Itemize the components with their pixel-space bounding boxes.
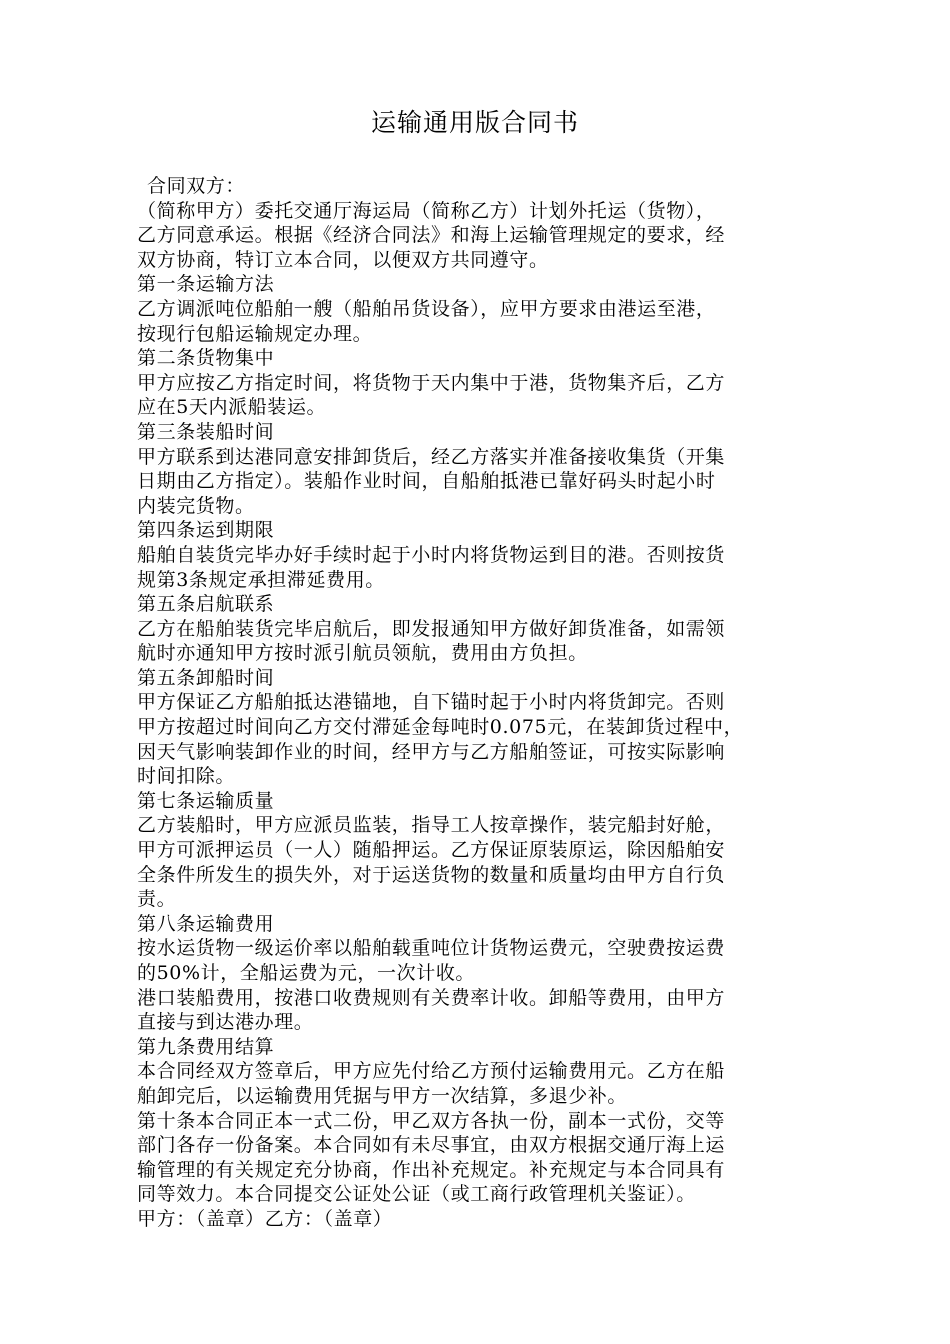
text-line: 时间扣除。 (137, 765, 236, 788)
text-line: 甲方保证乙方船舶抵达港锚地，自下锚时起于小时内将货卸完。否则 (137, 691, 726, 714)
text-line: 应在5天内派船装运。 (137, 396, 327, 419)
text-line: 的50%计，全船运费为元，一次计收。 (137, 962, 476, 984)
text-line: 乙方在船舶装货完毕启航后，即发报通知甲方做好卸货准备，如需领 (137, 617, 726, 640)
text-line: 第十条本合同正本一式二份，甲乙双方各执一份，副本一式份，交等 (137, 1109, 726, 1132)
text-line: 因天气影响装卸作业的时间，经甲方与乙方船舶签证，可按实际影响 (137, 740, 726, 763)
section-heading: 第五条卸船时间 (137, 666, 275, 689)
text-line: 乙方同意承运。根据《经济合同法》和海上运输管理规定的要求，经 (137, 224, 726, 247)
text-line: 合同双方： (147, 175, 246, 197)
text-line: 输管理的有关规定充分协商，作出补充规定。补充规定与本合同具有 (137, 1158, 726, 1181)
section-heading: 第八条运输费用 (137, 912, 275, 935)
text-line: 甲方可派押运员（一人）随船押运。乙方保证原装原运，除因船舶安 (137, 839, 726, 862)
text-line: （简称甲方）委托交通厅海运局（简称乙方）计划外托运（货物）， (137, 199, 716, 222)
text-line: 舶卸完后，以运输费用凭据与甲方一次结算，多退少补。 (137, 1084, 628, 1107)
text-line: 部门各存一份备案。本合同如有未尽事宜，由双方根据交通厅海上运 (137, 1134, 726, 1157)
text-line: 甲方应按乙方指定时间，将货物于天内集中于港，货物集齐后，乙方 (137, 371, 726, 394)
text-line: 按现行包船运输规定办理。 (137, 322, 373, 345)
section-heading: 第二条货物集中 (137, 347, 275, 370)
text-line: 直接与到达港办理。 (137, 1011, 314, 1034)
section-heading: 第五条启航联系 (137, 593, 275, 616)
text-line: 甲方联系到达港同意安排卸货后，经乙方落实并准备接收集货（开集 (137, 445, 726, 468)
section-heading: 第九条费用结算 (137, 1035, 275, 1058)
text-line: 全条件所发生的损失外，对于运送货物的数量和质量均由甲方自行负 (137, 863, 726, 886)
section-heading: 第一条运输方法 (137, 273, 275, 296)
text-line: 同等效力。本合同提交公证处公证（或工商行政管理机关鉴证）。 (137, 1183, 696, 1206)
text-line: 本合同经双方签章后，甲方应先付给乙方预付运输费用元。乙方在船 (137, 1060, 726, 1083)
document-body (137, 174, 827, 1232)
text-line: 内装完货物。 (137, 494, 255, 517)
text-line: 乙方调派吨位船舶一艘（船舶吊货设备），应甲方要求由港运至港， (137, 297, 716, 320)
text-line: 按水运货物一级运价率以船舶载重吨位计货物运费元，空驶费按运费 (137, 937, 726, 960)
document-title: 运输通用版合同书 (370, 108, 579, 137)
text-line: 港口装船费用，按港口收费规则有关费率计收。卸船等费用，由甲方 (137, 986, 726, 1009)
text-line: 乙方装船时，甲方应派员监装，指导工人按章操作，装完船封好舱， (137, 814, 726, 837)
signature-line: 甲方：（盖章）乙方：（盖章） (137, 1207, 393, 1230)
text-line: 日期由乙方指定）。装船作业时间，自船舶抵港已靠好码头时起小时 (137, 470, 716, 493)
text-line: 规第3条规定承担滞延费用。 (137, 568, 385, 591)
section-heading: 第七条运输质量 (137, 789, 275, 812)
section-heading: 第四条运到期限 (137, 519, 275, 542)
text-line: 航时亦通知甲方按时派引航员领航，费用由方负担。 (137, 642, 588, 665)
text-line: 船舶自装货完毕办好手续时起于小时内将货物运到目的港。否则按货 (137, 543, 726, 566)
section-heading: 第三条装船时间 (137, 420, 275, 443)
text-line: 责。 (137, 888, 177, 911)
text-line: 双方协商，特订立本合同，以便双方共同遵守。 (137, 248, 549, 271)
text-line: 甲方按超过时间向乙方交付滞延金每吨时0.075元，在装卸货过程中， (137, 716, 744, 739)
